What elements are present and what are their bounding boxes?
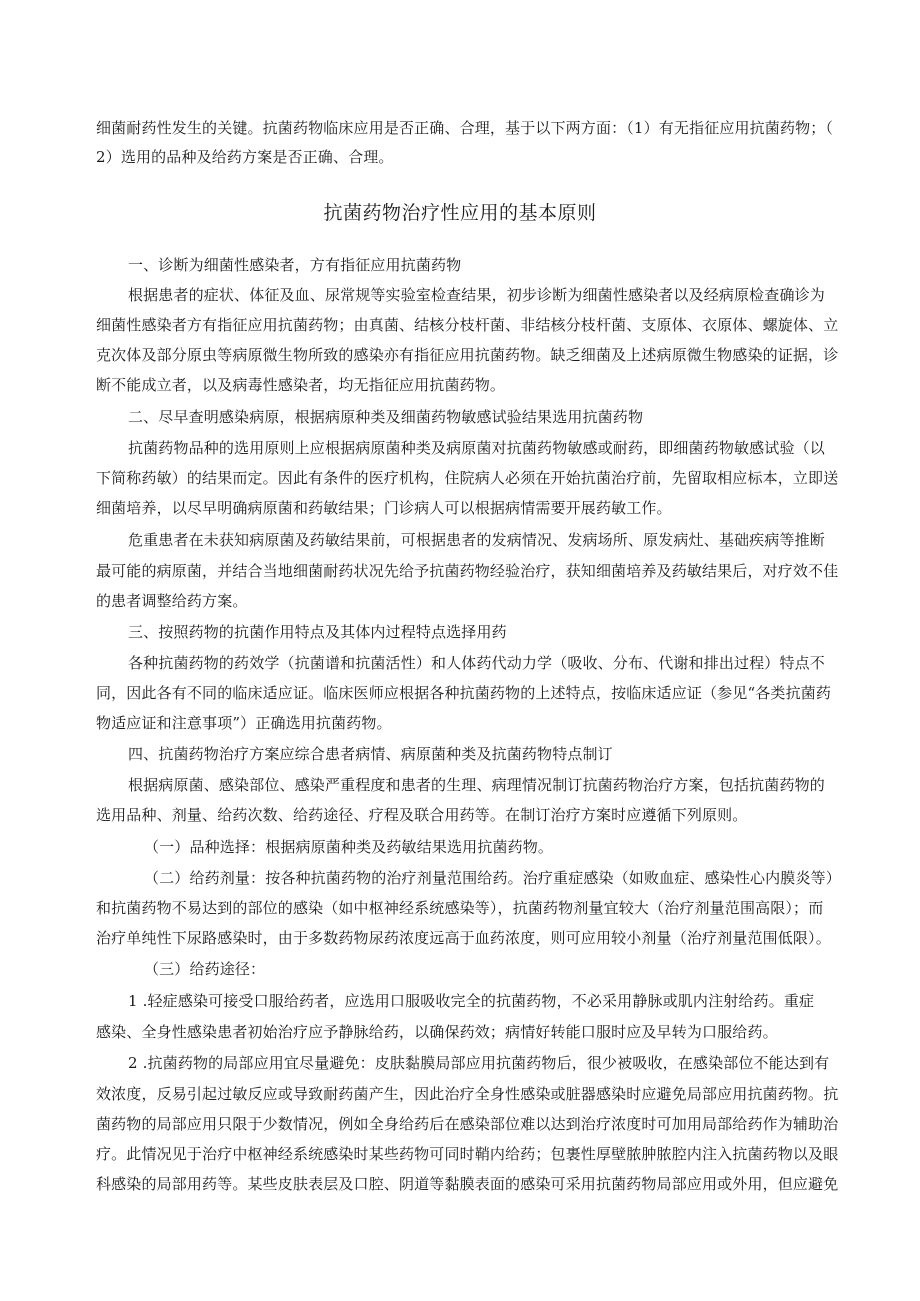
section4-item3: （三）给药途径： xyxy=(144,960,266,978)
section4-heading: 四、抗菌药物治疗方案应综合患者病情、病原菌种类及抗菌药物特点制订 xyxy=(128,745,613,763)
section2-p1-line-2: 下简称药敏）的结果而定。因此有条件的医疗机构，住院病人必须在开始抗菌治疗前，先留取相应标本，立即送 xyxy=(96,469,839,487)
section1-line-1: 根据患者的症状、体征及血、尿常规等实验室检查结果，初步诊断为细菌性感染者以及经病原检查确诊为 xyxy=(128,286,825,304)
section3-heading: 三、按照药物的抗菌作用特点及其体内过程特点选择用药 xyxy=(128,623,507,641)
section4-item2-line-2: 和抗菌药物不易达到的部位的感染（如中枢神经系统感染等），抗菌药物剂量宜较大（治疗剂量范围高限）；而 xyxy=(96,899,824,917)
intro-line-2: 2）选用的品种及给药方案是否正确、合理。 xyxy=(96,148,394,166)
section4-item2-line-1: （二）给药剂量：按各种抗菌药物的治疗剂量范围给药。治疗重症感染（如败血症、感染性心内膜炎等） xyxy=(144,869,841,887)
intro-line-1: 细菌耐药性发生的关键。抗菌药物临床应用是否正确、合理，基于以下两方面：（1）有无指征应用抗菌药物；（ xyxy=(96,119,834,137)
section4-p1-line-1: 根据病原菌、感染部位、感染严重程度和患者的生理、病理情况制订抗菌药物治疗方案，包括抗菌药物的 xyxy=(128,776,825,794)
section-title: 抗菌药物治疗性应用的基本原则 xyxy=(323,202,597,224)
section2-p1-line-3: 细菌培养，以尽早明确病原菌和药敏结果；门诊病人可以根据病情需要开展药敏工作。 xyxy=(96,499,672,517)
route2-line-1: 2 .抗菌药物的局部应用宜尽量避免：皮肤黏膜局部应用抗菌药物后，很少被吸收，在感染部位不能达到有 xyxy=(128,1054,830,1072)
section1-line-3: 克次体及部分原虫等病原微生物所致的感染亦有指征应用抗菌药物。缺乏细菌及上述病原微生物感染的证据，诊 xyxy=(96,346,839,364)
route2-line-3: 菌药物的局部应用只限于少数情况，例如全身给药后在感染部位难以达到治疗浓度时可加用局部给药作为辅助治 xyxy=(96,1115,839,1133)
section2-p2-line-3: 的患者调整给药方案。 xyxy=(96,592,248,610)
route2-line-2: 效浓度，反易引起过敏反应或导致耐药菌产生，因此治疗全身性感染或脏器感染时应避免局部应用抗菌药物。抗 xyxy=(96,1085,839,1103)
section3-line-1: 各种抗菌药物的药效学（抗菌谱和抗菌活性）和人体药代动力学（吸收、分布、代谢和排出过程）特点不 xyxy=(128,654,825,672)
section1-line-2: 细菌性感染者方有指征应用抗菌药物；由真菌、结核分枝杆菌、非结核分枝杆菌、支原体、衣原体、螺旋体、立 xyxy=(96,316,839,334)
route1-line-1: 1 .轻症感染可接受口服给药者，应选用口服吸收完全的抗菌药物，不必采用静脉或肌内注射给药。重症 xyxy=(128,992,815,1010)
section1-line-4: 断不能成立者，以及病毒性感染者，均无指征应用抗菌药物。 xyxy=(96,376,506,394)
section3-line-2: 同，因此各有不同的临床适应证。临床医师应根据各种抗菌药物的上述特点，按临床适应证（参见“各类抗菌药 xyxy=(96,684,832,702)
section4-p1-line-2: 选用品种、剂量、给药次数、给药途径、疗程及联合用药等。在制订治疗方案时应遵循下列原则。 xyxy=(96,806,748,824)
section1-heading: 一、诊断为细菌性感染者，方有指征应用抗菌药物 xyxy=(128,256,462,274)
section3-line-3: 物适应证和注意事项”）正确选用抗菌药物。 xyxy=(96,714,392,732)
route2-line-5: 科感染的局部用药等。某些皮肤表层及口腔、阴道等黏膜表面的感染可采用抗菌药物局部应用或外用，但应避免 xyxy=(96,1175,839,1193)
section4-item2-line-3: 治疗单纯性下尿路感染时，由于多数药物尿药浓度远高于血药浓度，则可应用较小剂量（治疗剂量范围低限）。 xyxy=(96,929,831,947)
section2-heading: 二、尽早查明感染病原，根据病原种类及细菌药物敏感试验结果选用抗菌药物 xyxy=(128,408,644,426)
section2-p2-line-2: 最可能的病原菌，并结合当地细菌耐药状况先给予抗菌药物经验治疗，获知细菌培养及药敏结果后，对疗效不佳 xyxy=(96,562,839,580)
route2-line-4: 疗。此情况见于治疗中枢神经系统感染时某些药物可同时鞘内给药；包裹性厚壁脓肿脓腔内注入抗菌药物以及眼 xyxy=(96,1145,839,1163)
section4-item1: （一）品种选择：根据病原菌种类及药敏结果选用抗菌药物。 xyxy=(144,838,554,856)
section2-p2-line-1: 危重患者在未获知病原菌及药敏结果前，可根据患者的发病情况、发病场所、原发病灶、基础疾病等推断 xyxy=(128,531,825,549)
section2-p1-line-1: 抗菌药物品种的选用原则上应根据病原菌种类及病原菌对抗菌药物敏感或耐药，即细菌药物敏感试验（以 xyxy=(128,439,825,457)
route1-line-2: 感染、全身性感染患者初始治疗应予静脉给药，以确保药效；病情好转能口服时应及早转为口服给药。 xyxy=(96,1023,778,1041)
